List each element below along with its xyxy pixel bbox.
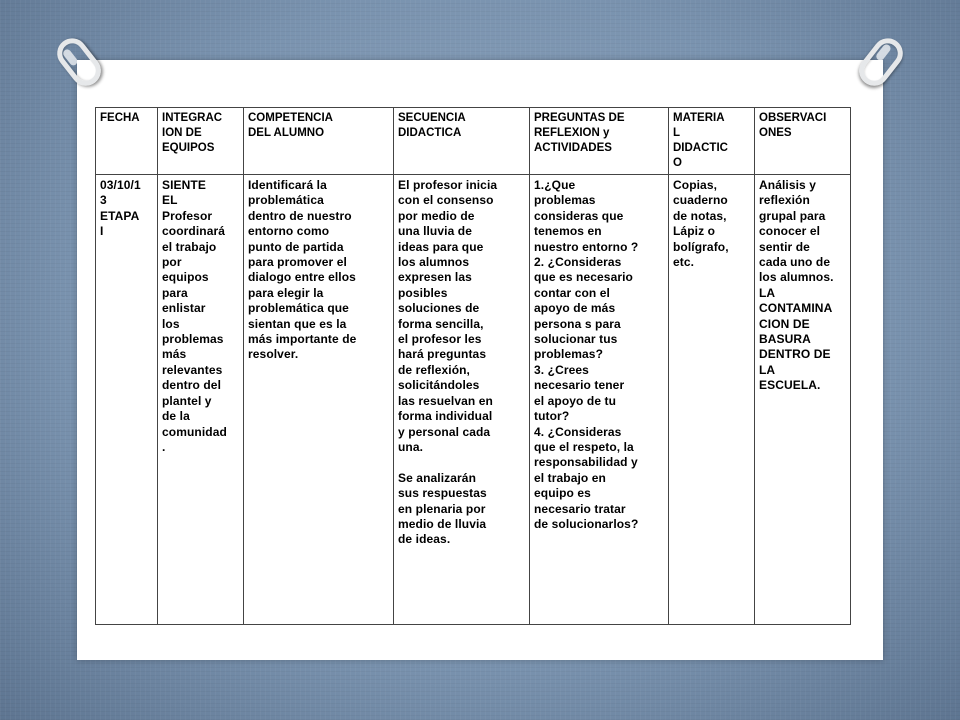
cell-secuencia-didactica: El profesor inicia con el consenso por medio de una lluvia de ideas para que los alumnos expresen las posibles soluciones de forma sencilla, el profesor les hará preguntas de reflexión, solicitándoles las resuelvan en forma individual y personal cada una. Se analizarán sus respuestas en plenaria por medio de lluvia de ideas. [394, 175, 530, 625]
header-observaciones: OBSERVACI ONES [755, 108, 851, 175]
header-competencia-alumno: COMPETENCIA DEL ALUMNO [244, 108, 394, 175]
cell-fecha: 03/10/1 3 ETAPA I [96, 175, 158, 625]
header-preguntas-reflexion: PREGUNTAS DE REFLEXION y ACTIVIDADES [530, 108, 669, 175]
header-material-didactico: MATERIA L DIDACTIC O [669, 108, 755, 175]
cell-competencia-alumno: Identificará la problemática dentro de nuestro entorno como punto de partida para promover el dialogo entre ellos para elegir la problemática que sientan que es la más importante de resolver. [244, 175, 394, 625]
table-header-row [96, 108, 851, 175]
header-fecha: FECHA [96, 108, 158, 175]
header-integracion-equipos: INTEGRAC ION DE EQUIPOS [158, 108, 244, 175]
cell-preguntas-reflexion: 1.¿Que problemas consideras que tenemos en nuestro entorno ? 2. ¿Consideras que es necesario contar con el apoyo de más persona s para solucionar tus problemas? 3. ¿Crees necesario tener el apoyo de tu tutor? 4. ¿Consideras que el respeto, la responsabilidad y el trabajo en equipo es necesario tratar de solucionarlos? [530, 175, 669, 625]
cell-integracion-equipos: SIENTE EL Profesor coordinará el trabajo por equipos para enlistar los problemas más relevantes dentro del plantel y de la comunidad . [158, 175, 244, 625]
cell-observaciones: Análisis y reflexión grupal para conocer el sentir de cada uno de los alumnos. LA CONTAMINA CION DE BASURA DENTRO DE LA ESCUELA. [755, 175, 851, 625]
cell-material-didactico: Copias, cuaderno de notas, Lápiz o bolígrafo, etc. [669, 175, 755, 625]
table-row [96, 175, 851, 625]
lesson-plan-table [95, 107, 851, 625]
header-secuencia-didactica: SECUENCIA DIDACTICA [394, 108, 530, 175]
